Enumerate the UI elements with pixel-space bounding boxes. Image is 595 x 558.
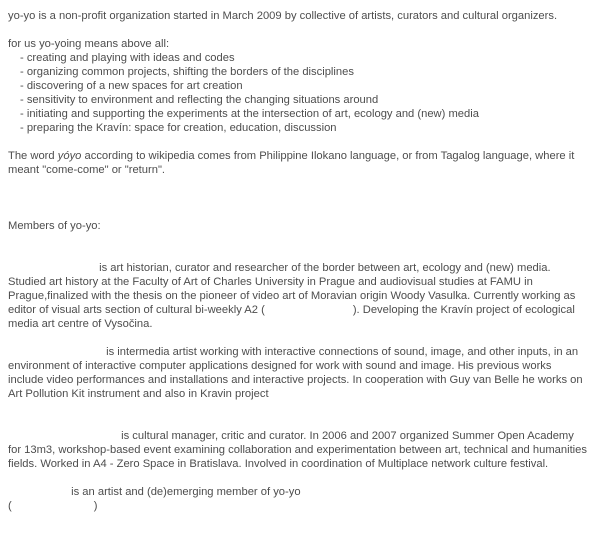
list-item: - preparing the Kravín: space for creation, education, discussion (20, 122, 337, 134)
intro-paragraph: yo-yo is a non-profit organization started in March 2009 by collective of artists, curators and cultural organizers. (8, 10, 558, 22)
for-us-list (8, 51, 588, 135)
spacer (8, 135, 588, 149)
member-bio-text: is an artist and (de)emerging member of yo-yo (68, 486, 301, 498)
paren-close: ) (93, 500, 98, 512)
member-bio-text: ). Developing the Kravín project of ecological media art centre of Vysočina. (8, 304, 575, 330)
member-bio-4 (8, 485, 588, 499)
word-paragraph (8, 149, 588, 177)
member-bio-3 (8, 429, 588, 471)
list-item: - initiating and supporting the experiments at the intersection of art, ecology and (new) media (20, 108, 479, 120)
spacer (8, 415, 588, 429)
word-pre: The word (8, 150, 58, 162)
spacer (8, 401, 588, 415)
spacer (8, 471, 588, 485)
spacer (8, 23, 588, 37)
member-bio-1 (8, 261, 588, 331)
word-post: according to wikipedia comes from Philippine Ilokano language, or from Tagalog language, where it meant "come-come" or "return". (8, 150, 575, 176)
list-item: - organizing common projects, shifting the borders of the disciplines (20, 66, 354, 78)
spacer (8, 177, 588, 219)
member-bio-4-link-line (8, 499, 588, 513)
for-us-heading: for us yo-yoing means above all: (8, 38, 170, 50)
list-item: - creating and playing with ideas and codes (20, 52, 235, 64)
spacer (8, 331, 588, 345)
word-term: yóyo (57, 150, 82, 162)
members-heading: Members of yo-yo: (8, 220, 101, 232)
member-bio-text: is intermedia artist working with interactive connections of sound, image, and other inputs, in an environment of interactive computer applications designed for work with sound and image. His previous works include video performances and installations and interactive projects. In cooperation with Guy van Belle he works on Art Pollution Kit instrument and also in Kravin project (8, 346, 583, 400)
spacer (8, 247, 588, 261)
member-bio-text: is cultural manager, critic and curator. In 2006 and 2007 organized Summer Open Academy for 13m3, workshop-based event examining collaboration and experimentation between art, technical and humanities fields. Worked in A4 - Zero Space in Bratislava. Involved in coordination of Multiplace network culture festival. (8, 430, 587, 470)
member-bio-2 (8, 345, 588, 401)
list-item: - discovering of a new spaces for art creation (20, 80, 243, 92)
paren-open: ( (8, 500, 12, 512)
spacer (8, 233, 588, 247)
list-item: - sensitivity to environment and reflecting the changing situations around (20, 94, 379, 106)
page-content (8, 9, 588, 513)
member-bio-text: is art historian, curator and researcher of the border between art, ecology and (new) media. Studied art history at the Faculty of Art of Charles University in Prague and audiovisual studies at FAMU in Prague,finalized with the thesis on the pioneer of video art of Moravian origin Woody Vasulka. Currently working as editor of visual arts section of cultural bi-weekly A2 ( (8, 262, 576, 316)
